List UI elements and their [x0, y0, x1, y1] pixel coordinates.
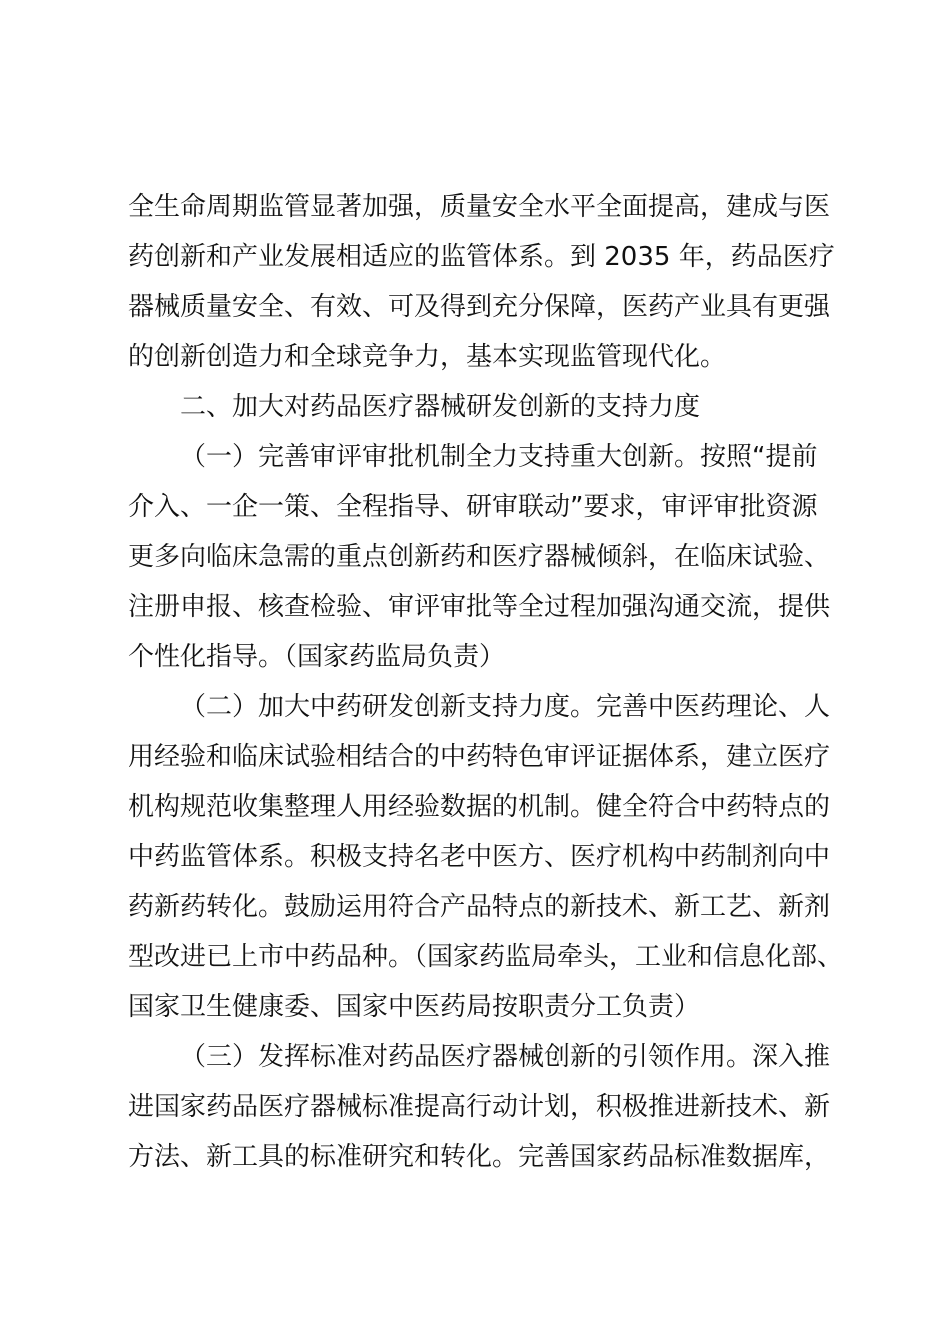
text-line: 的创新创造力和全球竞争力，基本实现监管现代化。: [128, 342, 727, 372]
text-line: 介入、一企一策、全程指导、研审联动”要求，审评审批资源: [128, 492, 818, 522]
text-line: 个性化指导。（国家药监局负责）: [128, 642, 506, 672]
text-line: 药新药转化。鼓励运用符合产品特点的新技术、新工艺、新剂: [128, 892, 831, 922]
text-line: （一）完善审评审批机制全力支持重大创新。按照“提前: [180, 442, 818, 472]
text-line: 进国家药品医疗器械标准提高行动计划，积极推进新技术、新: [128, 1092, 831, 1122]
text-line: 更多向临床急需的重点创新药和医疗器械倾斜，在临床试验、: [128, 542, 831, 572]
text-line: 中药监管体系。积极支持名老中医方、医疗机构中药制剂向中: [128, 842, 831, 872]
text-line: 方法、新工具的标准研究和转化。完善国家药品标准数据库，: [128, 1142, 831, 1172]
text-line: 型改进已上市中药品种。（国家药监局牵头，工业和信息化部、: [128, 942, 844, 972]
text-line: 机构规范收集整理人用经验数据的机制。健全符合中药特点的: [128, 792, 831, 822]
text-line: （三）发挥标准对药品医疗器械创新的引领作用。深入推: [180, 1042, 831, 1072]
document-body: [128, 182, 848, 1182]
text-line: 药创新和产业发展相适应的监管体系。到 2035 年，药品医疗: [128, 242, 835, 272]
text-line: 用经验和临床试验相结合的中药特色审评证据体系，建立医疗: [128, 742, 831, 772]
text-line: 全生命周期监管显著加强，质量安全水平全面提高，建成与医: [128, 192, 831, 222]
section-heading: 二、加大对药品医疗器械研发创新的支持力度: [180, 392, 701, 422]
text-line: 国家卫生健康委、国家中医药局按职责分工负责）: [128, 992, 701, 1022]
text-line: （二）加大中药研发创新支持力度。完善中医药理论、人: [180, 692, 831, 722]
text-line: 器械质量安全、有效、可及得到充分保障，医药产业具有更强: [128, 292, 831, 322]
text-line: 注册申报、核查检验、审评审批等全过程加强沟通交流，提供: [128, 592, 831, 622]
